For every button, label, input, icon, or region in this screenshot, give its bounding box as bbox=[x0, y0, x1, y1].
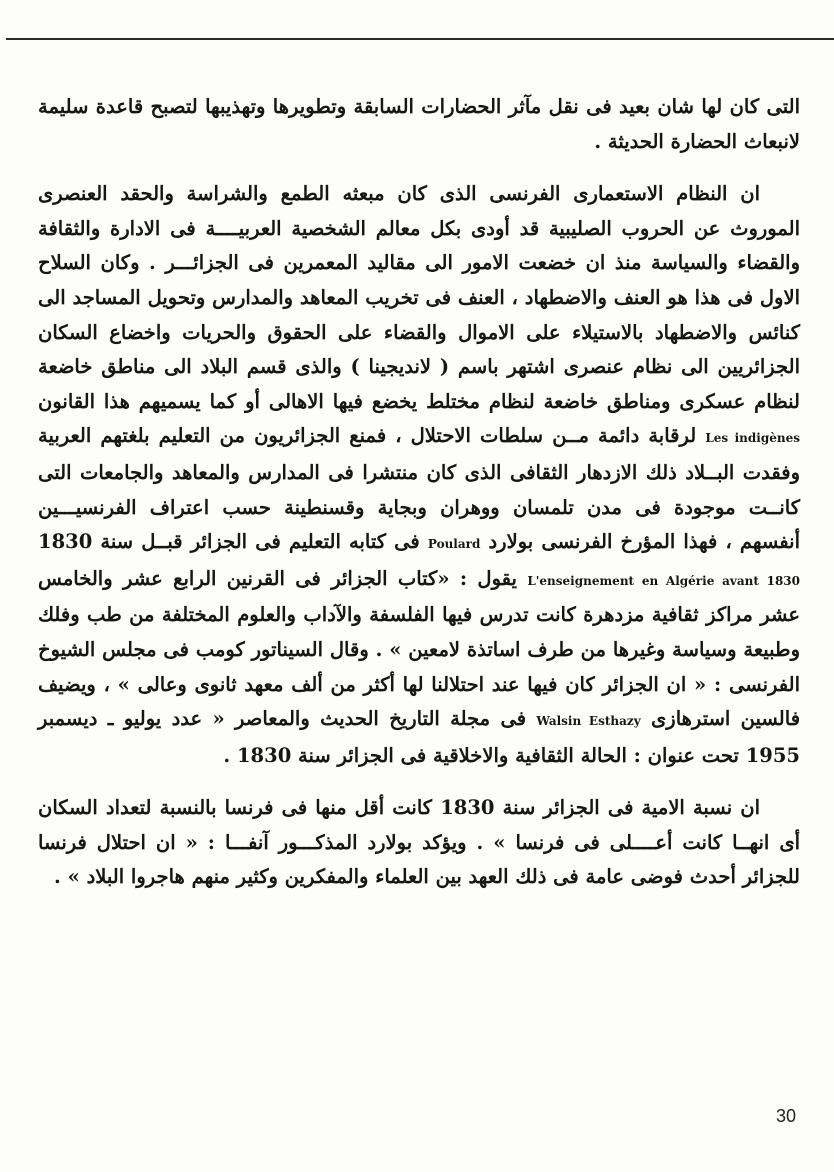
paragraph-part: ان النظام الاستعمارى الفرنسى الذى كان مبعثه الطمع والشراسة والحقد العنصرى الموروث عن الحروب الصليبية قد أودى بكل معالم الشخصية العربيــــة فى الادارة والثقافة والقضاء والسياسة منذ ان خضعت الامور الى مقاليد المعمرين فى الجزائـــر . وكان السلاح الاول فى هذا هو العنف والاضطهاد ، العنف فى تخريب المعاهد والمدارس وتحويل المساجد الى كنائس والاضطهاد بالاستيلاء على الاموال والقضاء على الحقوق والحريات واخضاع السكان الجزائريين الى نظام عنصرى اشتهر باسم ( لانديجينا ) والذى قسم البلاد الى مناطق خاضعة لنظام عسكرى ومناطق خاضعة لنظام مختلط يخضع فيها الاهالى أو كما يسميهم هذا القانون bbox=[38, 182, 800, 413]
page-number: 30 bbox=[775, 1106, 796, 1126]
latin-book-title: L'enseignement en Algérie avant 1830 bbox=[527, 573, 800, 588]
latin-term-indigenes: Les indigènes bbox=[705, 431, 800, 446]
paragraph-part: فى مجلة التاريخ الحديث والمعاصر « عدد يوليو ـ ديسمبر 1955 تحت عنوان : الحالة الثقافية والاخلاقية فى الجزائر سنة 1830 . bbox=[38, 707, 800, 767]
latin-name-poulard: Poulard bbox=[427, 537, 481, 552]
header-rule bbox=[6, 38, 834, 40]
paragraph-colonial-system bbox=[38, 177, 800, 773]
latin-name-esthazy: Walsin Esthazy bbox=[536, 714, 641, 729]
body-text bbox=[38, 90, 800, 895]
paragraph-part: يقول : «كتاب الجزائر فى القرنين الرابع عشر والخامس عشر مراكز ثقافية مزدهرة كانت تدرس فيها الفلسفة والآداب والعلوم المختلفة من طب وفلك وطبيعة وسياسة وغيرها من طرف اساتذة لامعين » . وقال السيناتور كومب فى مجلس الشيوخ الفرنسى : « ان الجزائر كان فيها عند احتلالنا لها أكثر من ألف معهد ثانوى وعالى » ، ويضيف فالسين استرهازى bbox=[38, 566, 801, 731]
paragraph-part: لرقابة دائمة مــن سلطات الاحتلال ، فمنع الجزائريون من التعليم بلغتهم العربية وفقدت البــلاد ذلك الازدهار الثقافى الذى كان منتشرا فى المدارس والمعاهد والجامعات التى كانــت موجودة فى مدن تلمسان ووهران وبجاية وقسنطينة حسب اعتراف الفرنسيـــين أنفسهم ، فهذا المؤرخ الفرنسى بولارد bbox=[38, 424, 800, 554]
paragraph-illiteracy: ان نسبة الامية فى الجزائر سنة 1830 كانت أقل منها فى فرنسا بالنسبة لتعداد السكان أى انهــا كانت أعــــلى فى فرنسا » . ويؤكد بولارد المذكـــور آنفـــا : « ان احتلال فرنسا للجزائر أحدث فوضى عامة فى ذلك العهد بين العلماء والمفكرين وكثير منهم هاجروا البلاد » . bbox=[38, 796, 800, 889]
paragraph-part: فى كتابه التعليم فى الجزائر قبــل سنة 1830 bbox=[38, 530, 420, 554]
paragraph-intro: التى كان لها شان بعيد فى نقل مآثر الحضارات السابقة وتطويرها وتهذيبها لتصبح قاعدة سليمة لانبعاث الحضارة الحديثة . bbox=[38, 95, 800, 153]
